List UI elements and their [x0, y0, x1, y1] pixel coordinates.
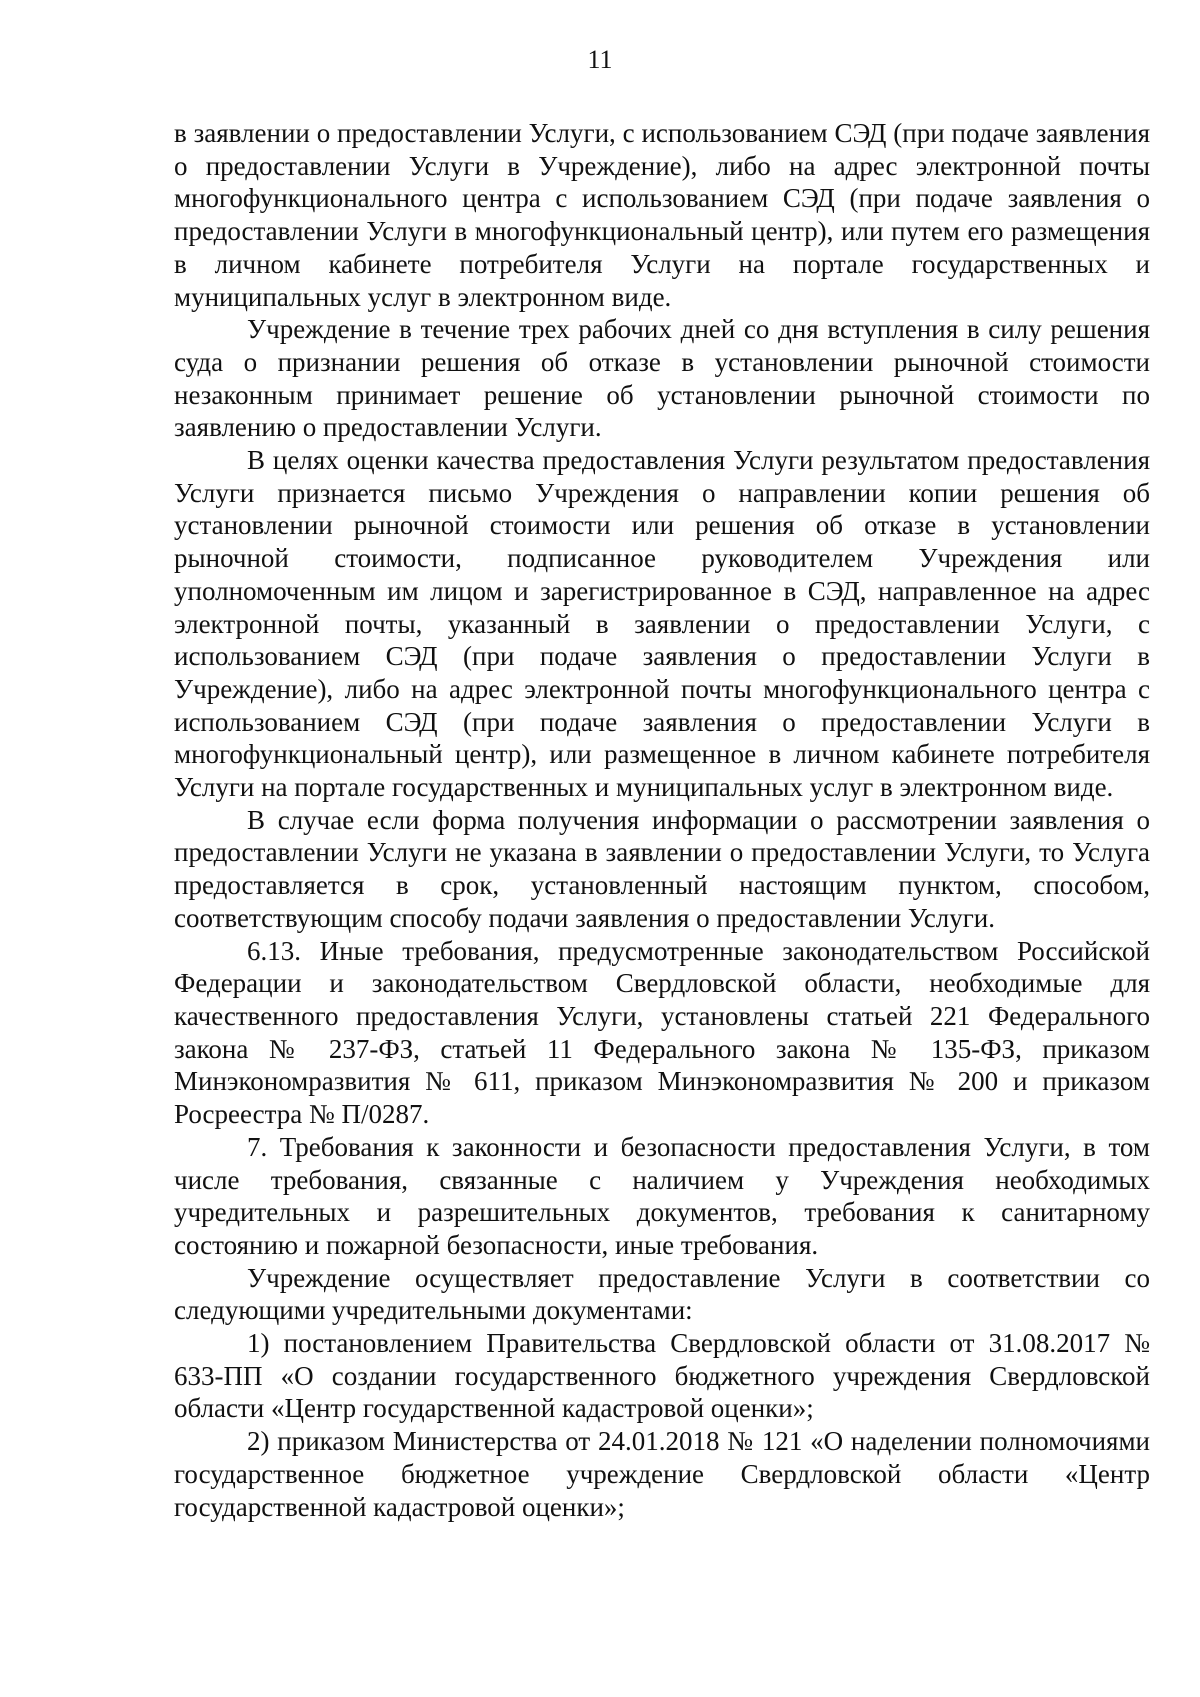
paragraph-information-form: В случае если форма получения информации о рассмотрении заявления о предоставлении Услуги не указана в заявлении о предоставлении Услуги, то Услуга предоставляется в срок, установленный настоящим пунктом, способом, соответствующим способу подачи заявления о предоставлении Услуги.	[174, 804, 1150, 933]
document-body	[174, 117, 1150, 1523]
paragraph-decision-after-court: Учреждение в течение трех рабочих дней со дня вступления в силу решения суда о признании решения об отказе в установлении рыночной стоимости незаконным принимает решение об установлении рыночной стоимости по заявлению о предоставлении Услуги.	[174, 314, 1150, 443]
paragraph-continuation: в заявлении о предоставлении Услуги, с использованием СЭД (при подаче заявления о предоставлении Услуги в Учреждение), либо на адрес электронной почты многофункционального центра с использованием СЭД (при подаче заявления о предоставлении Услуги в многофункциональный центр), или путем его размещения в личном кабинете потребителя Услуги на портале государственных и муниципальных услуг в электронном виде.	[174, 118, 1150, 312]
list-item-2: 2) приказом Министерства от 24.01.2018 № 121 «О наделении полномочиями государственное бюджетное учреждение Свердловской области «Центр государственной кадастровой оценки»;	[174, 1426, 1150, 1522]
paragraph-6-13: 6.13. Иные требования, предусмотренные законодательством Российской Федерации и законодательством Свердловской области, необходимые для качественного предоставления Услуги, установлены статьей 221 Федерального закона № 237-ФЗ, статьей 11 Федерального закона № 135-ФЗ, приказом Минэкономразвития № 611, приказом Минэкономразвития № 200 и приказом Росреестра № П/0287.	[174, 935, 1150, 1130]
list-item-1: 1) постановлением Правительства Свердловской области от 31.08.2017 № 633-ПП «О создании государственного бюджетного учреждения Свердловской области «Центр государственной кадастровой оценки»;	[174, 1328, 1150, 1424]
paragraph-quality-assessment: В целях оценки качества предоставления Услуги результатом предоставления Услуги признается письмо Учреждения о направлении копии решения об установлении рыночной стоимости или решения об отказе в установлении рыночной стоимости, подписанное руководителем Учреждения или уполномоченным им лицом и зарегистрированное в СЭД, направленное на адрес электронной почты, указанный в заявлении о предоставлении Услуги, с использованием СЭД (при подаче заявления о предоставлении Услуги в Учреждение), либо на адрес электронной почты многофункционального центра с использованием СЭД (при подаче заявления о предоставлении Услуги в многофункциональный центр), или размещенное в личном кабинете потребителя Услуги на портале государственных и муниципальных услуг в электронном виде.	[174, 445, 1150, 803]
paragraph-founding-documents: Учреждение осуществляет предоставление Услуги в соответствии со следующими учредительными документами:	[174, 1262, 1150, 1326]
paragraph-7-requirements: 7. Требования к законности и безопасности предоставления Услуги, в том числе требования, связанные с наличием у Учреждения необходимых учредительных и разрешительных документов, требования к санитарному состоянию и пожарной безопасности, иные требования.	[174, 1131, 1150, 1260]
page-number: 11	[587, 45, 613, 74]
